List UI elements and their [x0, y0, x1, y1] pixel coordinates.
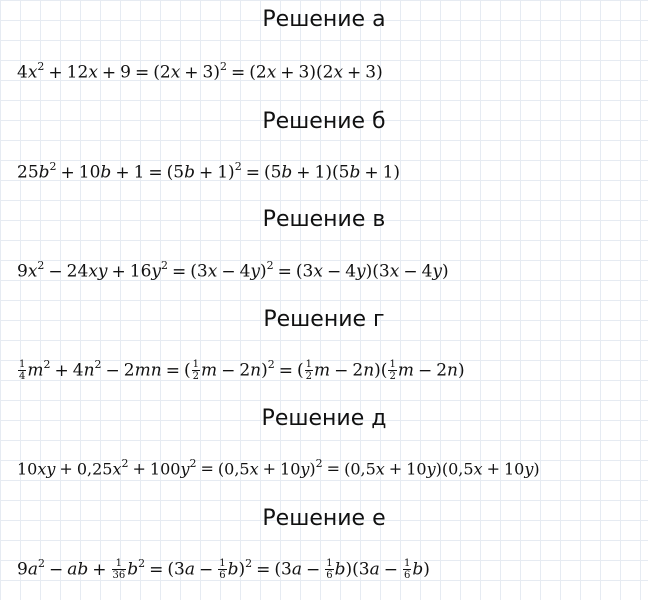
- formula-d: $10xy + 0,25x^2 + 100y^2 = (0,5x + 10y)^2 = (0,5x + 10y)(0,5x + 10y)$: [17, 457, 540, 479]
- formula-v: $9x^2 - 24xy + 16y^2 = (3x - 4y)^2 = (3x - 4y)(3x - 4y)$: [17, 259, 449, 282]
- heading-a: Решение а: [262, 7, 386, 32]
- formula-e: $9a^2$ − ab + $\frac{1}{36}$ $b^2 = (3a$ − $\frac{1}{6}$ b)$^2$ = (3a − $\frac{1}{6}$ b)(3a − $\frac{1}{6}$ b): [17, 557, 430, 581]
- heading-b: Решение б: [262, 109, 386, 134]
- formula-a: $4x^2 + 12x + 9 = (2x + 3)^2 = (2x + 3)(2x + 3)$: [17, 60, 383, 83]
- heading-v: Решение в: [262, 207, 386, 232]
- heading-e: Решение е: [262, 506, 386, 531]
- formula-g: $\frac{1}{4}$ $m^2 + 4n^2 - 2mn$ = ( $\frac{1}{2}$ m − 2n)$^2$ = ( $\frac{1}{2}$ m − 2n)( $\frac{1}{2}$ m − 2n): [19, 358, 465, 382]
- formula-b: $25b^2 + 10b + 1 = (5b + 1)^2 = (5b + 1)(5b + 1)$: [17, 160, 401, 183]
- heading-g: Решение г: [263, 307, 385, 332]
- heading-d: Решение д: [261, 406, 387, 431]
